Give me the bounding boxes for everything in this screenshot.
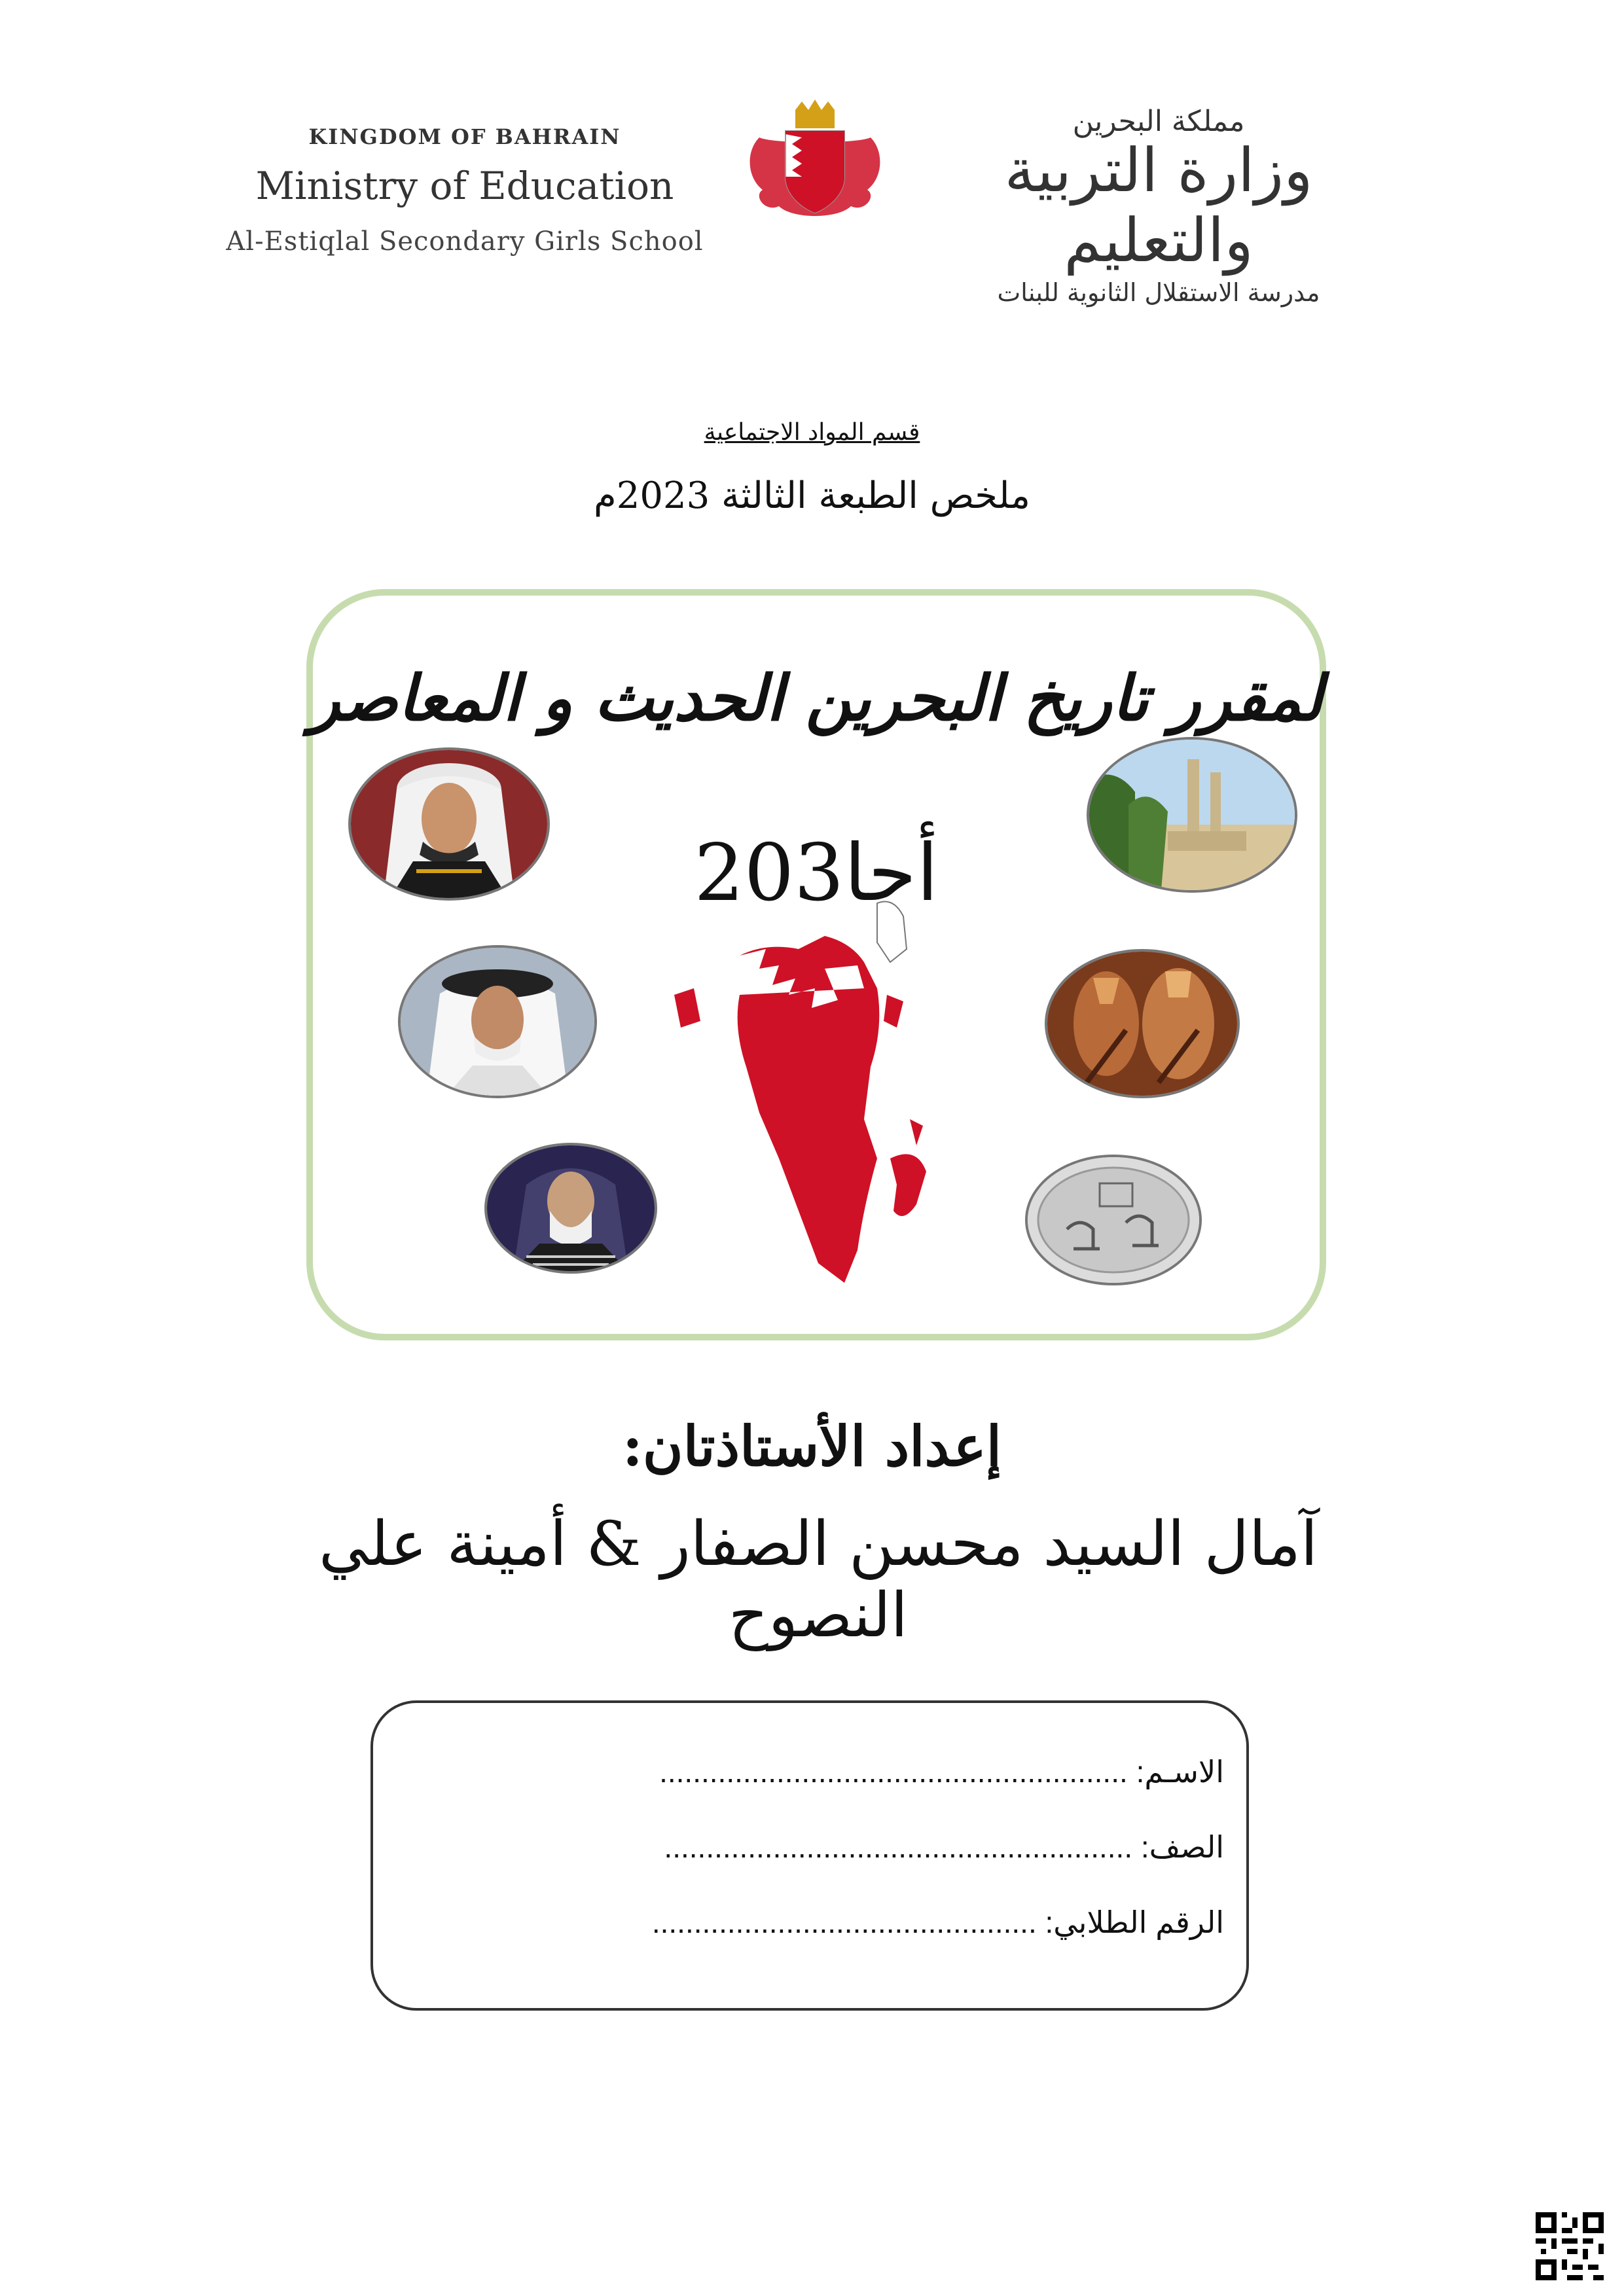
name-row <box>425 1754 1224 1789</box>
edition-text: ملخص الطبعة الثالثة 2023م <box>594 475 1030 517</box>
arabic-letterhead <box>910 105 1407 307</box>
dilmun-seal-photo <box>1025 1155 1202 1285</box>
portrait-elder-photo <box>484 1143 657 1274</box>
authors-names: آمال السيد محسن الصفار & أمينة علي النصوح <box>318 1509 1318 1651</box>
english-letterhead <box>196 124 733 257</box>
class-field[interactable]: ........................................................ <box>664 1830 1133 1864</box>
department-heading <box>0 419 1624 446</box>
student-id-row <box>425 1905 1224 1940</box>
student-id-field[interactable]: .............................................. <box>651 1905 1037 1939</box>
class-label: الصف: <box>1140 1830 1224 1864</box>
prepared-by-label: إعداد الأستاذتان: <box>622 1414 1002 1479</box>
course-title: لمقرر تاريخ البحرين الحديث و المعاصر <box>310 661 1323 735</box>
en-school-text: Al-Estiqlal Secondary Girls School <box>226 226 704 257</box>
en-ministry-text: Ministry of Education <box>255 164 674 208</box>
ar-school-text: مدرسة الاستقلال الثانوية للبنات <box>997 278 1320 307</box>
qr-code-icon <box>1536 2212 1604 2280</box>
name-label: الاسـم: <box>1136 1755 1224 1789</box>
en-kingdom-text: KINGDOM OF BAHRAIN <box>308 124 621 149</box>
dilmun-carving-photo <box>1045 949 1240 1098</box>
minaret-mosque-photo <box>1087 737 1297 893</box>
name-field[interactable]: ........................................................ <box>659 1755 1128 1789</box>
course-code: أحا203 <box>694 828 939 919</box>
portrait-king-photo <box>348 747 550 901</box>
student-id-label: الرقم الطلابي: <box>1045 1905 1224 1939</box>
class-row <box>425 1829 1224 1865</box>
portrait-sheikh-photo <box>398 945 597 1098</box>
bahrain-flag-map-icon <box>668 897 1008 1289</box>
department-text: قسم المواد الاجتماعية <box>704 419 920 446</box>
ar-ministry-text: وزارة التربية والتعليم <box>1004 135 1313 276</box>
bahrain-emblem-icon <box>740 98 890 229</box>
ar-kingdom-text: مملكة البحرين <box>1072 105 1245 138</box>
